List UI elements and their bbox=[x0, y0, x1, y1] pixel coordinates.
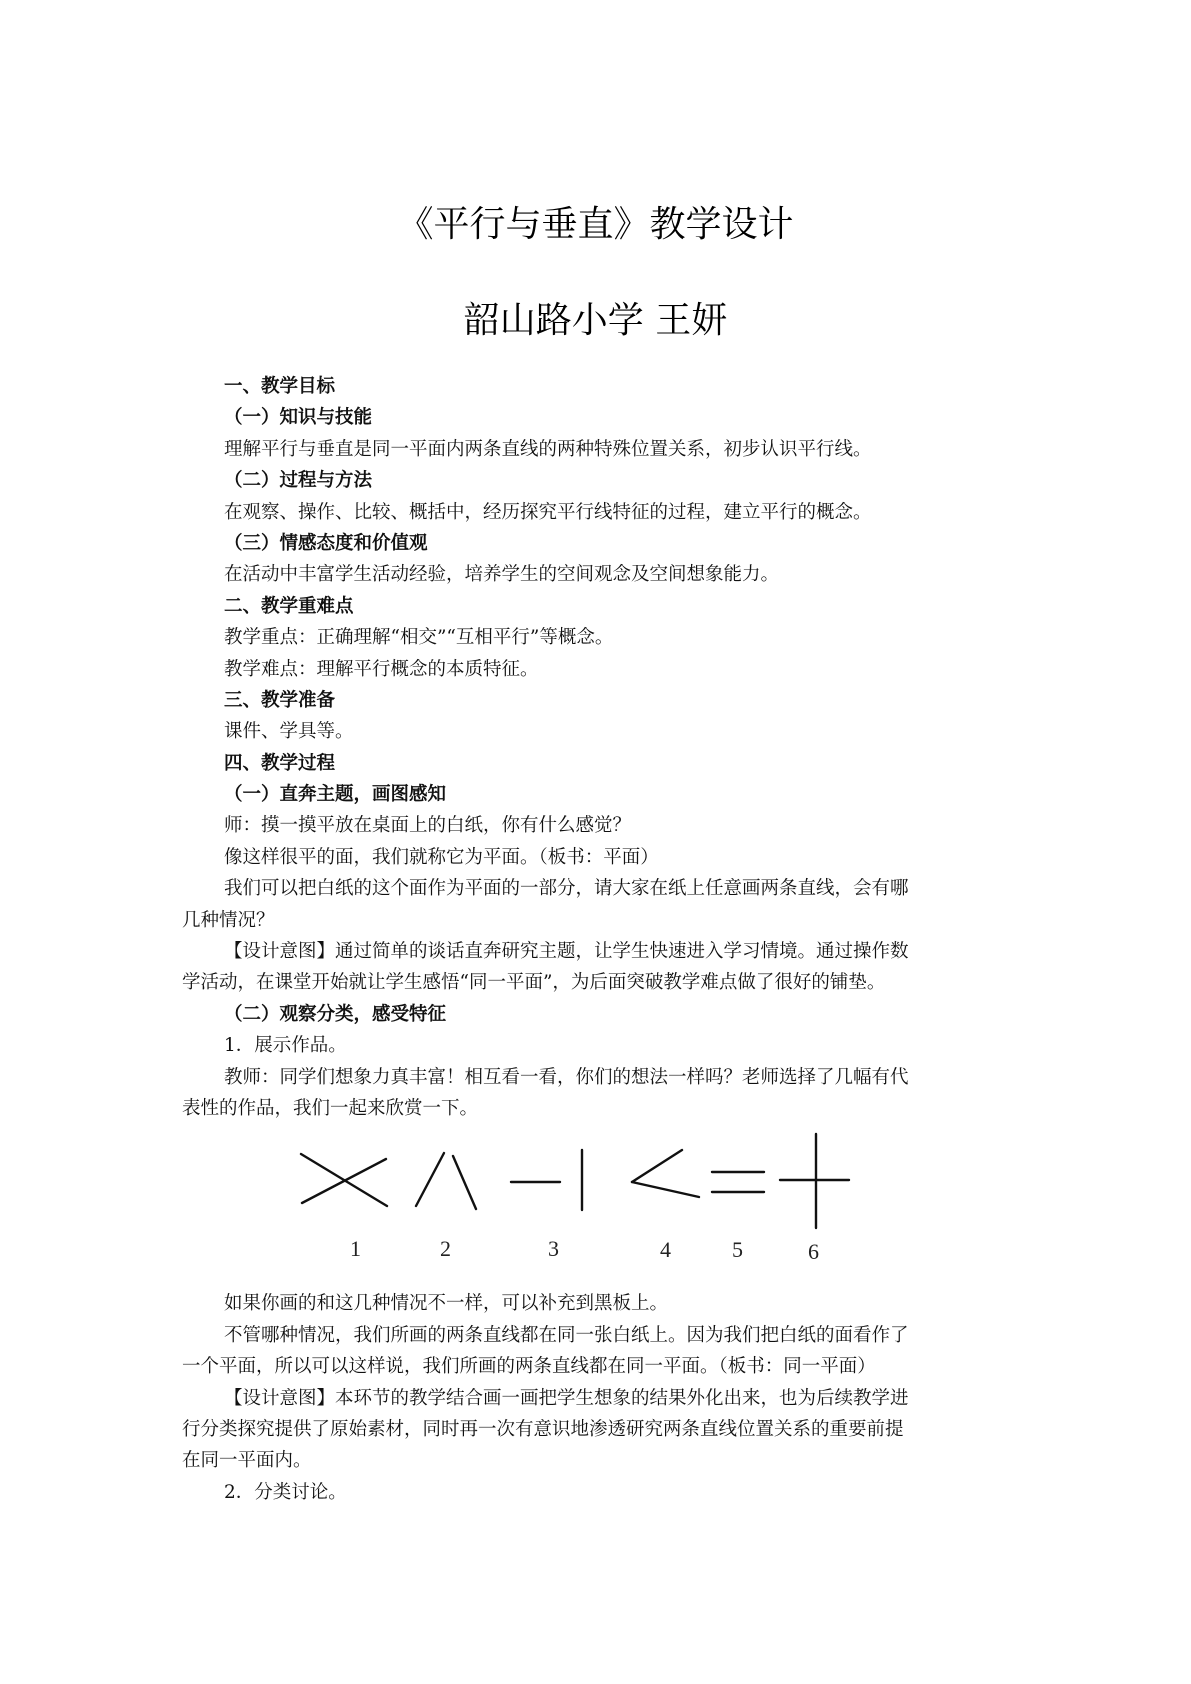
section-heading-process: 四、教学过程 bbox=[224, 752, 336, 774]
subheading-knowledge: （一）知识与技能 bbox=[224, 407, 373, 429]
paragraph-difficult-point: 教学难点：理解平行概念的本质特征。 bbox=[224, 658, 539, 680]
figure-label-2: 2 bbox=[440, 1236, 451, 1262]
author-line: 韶山路小学 王妍 bbox=[463, 300, 728, 341]
subheading-step-2: （二）观察分类，感受特征 bbox=[224, 1003, 447, 1025]
section-heading-keypoints: 二、教学重难点 bbox=[224, 595, 354, 617]
fig2-line-a bbox=[416, 1153, 444, 1206]
paragraph-key-point: 教学重点：正确理解“相交”“互相平行”等概念。 bbox=[224, 627, 614, 649]
document-title: 《平行与垂直》教学设计 bbox=[397, 204, 794, 245]
section-heading-preparation: 三、教学准备 bbox=[224, 689, 336, 711]
paragraph-step1-plane: 像这样很平的面，我们就称它为平面。（板书：平面） bbox=[224, 846, 659, 868]
subheading-process-method: （二）过程与方法 bbox=[224, 470, 373, 492]
figure-label-4: 4 bbox=[660, 1237, 671, 1263]
paragraph-process-method: 在观察、操作、比较、概括中，经历探究平行线特征的过程，建立平行的概念。 bbox=[224, 501, 872, 523]
paragraph-preparation: 课件、学具等。 bbox=[224, 721, 354, 743]
paragraph-step2-classify: 2．分类讨论。 bbox=[224, 1481, 347, 1503]
paragraph-step1-question: 师：摸一摸平放在桌面上的白纸，你有什么感觉？ bbox=[224, 815, 632, 837]
fig4-line-a bbox=[632, 1150, 682, 1182]
paragraph-emotion: 在活动中丰富学生活动经验，培养学生的空间观念及空间想象能力。 bbox=[224, 564, 780, 586]
figure-label-5: 5 bbox=[732, 1237, 743, 1263]
paragraph-step1-draw-line1: 我们可以把白纸的这个面作为平面的一部分，请大家在纸上任意画两条直线，会有哪 bbox=[224, 878, 909, 900]
section-heading-goals: 一、教学目标 bbox=[224, 376, 336, 397]
paragraph-step1-intent-line2: 学活动，在课堂开始就让学生感悟“同一平面”，为后面突破教学难点做了很好的铺垫。 bbox=[182, 972, 886, 994]
paragraph-step1-draw-line2: 几种情况？ bbox=[182, 909, 275, 931]
paragraph-step2-supplement: 如果你画的和这几种情况不一样，可以补充到黑板上。 bbox=[224, 1293, 669, 1315]
paragraph-step2-intent-line3: 在同一平面内。 bbox=[182, 1450, 312, 1472]
figure-label-6: 6 bbox=[808, 1239, 819, 1265]
paragraph-step2-show: 1．展示作品。 bbox=[224, 1035, 347, 1057]
document-body bbox=[182, 371, 1016, 1508]
paragraph-step2-same-plane-line1: 不管哪种情况，我们所画的两条直线都在同一张白纸上。因为我们把白纸的面看作了 bbox=[224, 1324, 909, 1346]
subheading-emotion: （三）情感态度和价值观 bbox=[224, 532, 428, 554]
paragraph-knowledge: 理解平行与垂直是同一平面内两条直线的两种特殊位置关系，初步认识平行线。 bbox=[224, 438, 872, 460]
paragraph-step1-intent-line1: 【设计意图】通过简单的谈话直奔研究主题，让学生快速进入学习情境。通过操作数 bbox=[224, 941, 909, 963]
paragraph-step2-same-plane-line2: 一个平面，所以可以这样说，我们所画的两条直线都在同一平面。（板书：同一平面） bbox=[182, 1356, 876, 1378]
subheading-step-1: （一）直奔主题，画图感知 bbox=[224, 784, 447, 806]
line-pairs-drawing bbox=[182, 1130, 1016, 1272]
paragraph-step2-intent-line1: 【设计意图】本环节的教学结合画一画把学生想象的结果外化出来，也为后续教学进 bbox=[224, 1387, 909, 1409]
line-pairs-figure bbox=[182, 1130, 1016, 1272]
figure-label-3: 3 bbox=[548, 1236, 559, 1262]
paragraph-step2-teacher-line2: 表性的作品，我们一起来欣赏一下。 bbox=[182, 1097, 479, 1119]
paragraph-step2-teacher-line1: 教师：同学们想象力真丰富！相互看一看，你们的想法一样吗？老师选择了几幅有代 bbox=[224, 1066, 909, 1088]
figure-label-1: 1 bbox=[350, 1236, 361, 1262]
fig2-line-b bbox=[453, 1156, 476, 1209]
fig4-line-b bbox=[632, 1182, 699, 1197]
paragraph-step2-intent-line2: 行分类探究提供了原始素材，同时再一次有意识地渗透研究两条直线位置关系的重要前提 bbox=[182, 1418, 904, 1440]
